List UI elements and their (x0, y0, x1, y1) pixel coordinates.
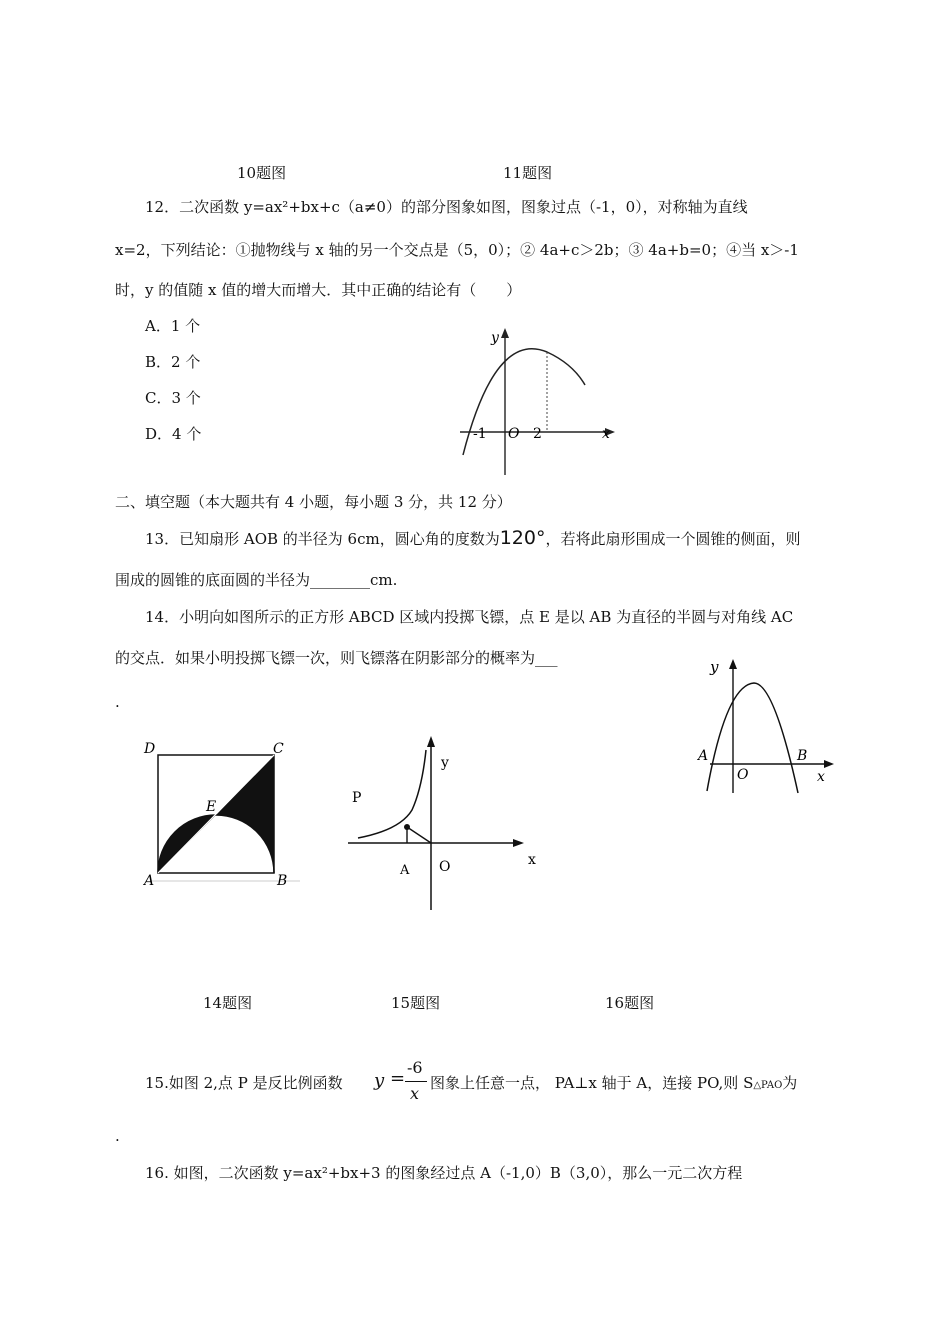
fig15-point-p (404, 824, 410, 830)
q15-subscript: △PAO (753, 1080, 783, 1091)
fig16-x-label: x (817, 769, 825, 785)
fig15-x-arrow (513, 839, 524, 847)
fig16-curve (707, 683, 798, 793)
q14-trailing-dot: . (115, 693, 120, 711)
fig16-o-label: O (737, 767, 749, 783)
caption-fig16: 16题图 (605, 994, 655, 1012)
q15-denominator: x (410, 1084, 420, 1103)
q12-option-b: B．2 个 (145, 353, 201, 371)
q12-origin-label: O (508, 426, 520, 442)
q12-line2: x=2，下列结论：①抛物线与 x 轴的另一个交点是（5，0）；② 4a+c＞2b；③ 4a+b=0；④当 x＞-1 (115, 241, 799, 259)
q12-x-label: x (602, 426, 610, 442)
q13-line2: 围成的圆锥的底面圆的半径为________cm. (115, 571, 398, 589)
fig14-square-diagram (140, 735, 300, 895)
q13-line1b: ，若将此扇形围成一个圆锥的侧面，则 (545, 530, 801, 548)
q12-line3: 时，y 的值随 x 值的增大而增大．其中正确的结论有（ ） (115, 281, 522, 299)
fig14-label-c: C (273, 741, 284, 757)
q16-line1: 16. 如图，二次函数 y=ax²+bx+3 的图象经过点 A（-1,0）B（3,0），那么一元二次方程 (145, 1164, 743, 1182)
fig15-y-arrow (427, 736, 435, 747)
q12-option-c: C．3 个 (145, 389, 201, 407)
caption-fig14: 14题图 (203, 994, 253, 1012)
q15-fraction-bar (405, 1081, 427, 1082)
q12-parabola-graph (455, 320, 625, 480)
fig15-o-label: O (439, 859, 451, 875)
q12-y-label: y (491, 330, 499, 346)
q15-end: 为 (782, 1074, 798, 1092)
q15-suffix (430, 1073, 797, 1096)
q14-line1: 14．小明向如图所示的正方形 ABCD 区域内投掷飞镖，点 E 是以 AB 为直径的半圆与对角线 AC (145, 608, 794, 626)
fig15-p-label: P (352, 790, 362, 806)
fig14-label-b: B (277, 873, 288, 889)
q13-angle: 120° (499, 527, 546, 549)
q15-prefix: 15.如图 2,点 P 是反比例函数 (145, 1074, 343, 1092)
fig16-y-label: y (710, 658, 719, 676)
fig15-curve (358, 750, 426, 838)
fig16-a-label: A (698, 748, 709, 764)
q15-func-y: y (374, 1070, 385, 1091)
fig15-y-label: y (441, 755, 449, 771)
q14-line2: 的交点．如果小明投掷飞镖一次，则飞镖落在阴影部分的概率为___ (115, 649, 558, 667)
caption-fig11: 11题图 (503, 164, 553, 182)
q15-numerator: -6 (407, 1058, 423, 1077)
fig14-shade-right (216, 755, 274, 873)
fig15-po-line (407, 827, 431, 843)
fig14-label-e: E (206, 799, 217, 815)
q12-option-a: A．1 个 (145, 317, 201, 335)
section2-heading: 二、填空题（本大题共有 4 小题，每小题 3 分，共 12 分） (115, 493, 512, 511)
fig16-y-arrow (729, 659, 737, 669)
fig16-parabola-diagram (700, 655, 850, 800)
q13-line1 (145, 528, 801, 549)
q15-trailing-dot: . (115, 1127, 120, 1145)
fig15-hyperbola-diagram (340, 730, 550, 915)
fig14-label-a: A (144, 873, 155, 889)
fig16-b-label: B (797, 748, 808, 764)
q15-suffix-text: 图象上任意一点， PA⊥x 轴于 A，连接 PO,则 S (430, 1074, 754, 1092)
q12-y-arrow (501, 328, 509, 338)
fig16-x-arrow (824, 760, 834, 768)
caption-fig15: 15题图 (391, 994, 441, 1012)
q15-equals: = (390, 1068, 406, 1089)
q12-two-label: 2 (533, 426, 542, 442)
q12-line1: 12．二次函数 y=ax²+bx+c（a≠0）的部分图象如图，图象过点（-1，0），对称轴为直线 (145, 198, 748, 216)
fig15-x-label: x (528, 852, 536, 868)
q12-neg1-label: -1 (473, 426, 487, 442)
fig15-a-label: A (400, 863, 410, 878)
fig14-label-d: D (144, 741, 156, 757)
caption-fig10: 10题图 (237, 164, 287, 182)
q13-line1a: 13．已知扇形 AOB 的半径为 6cm，圆心角的度数为 (145, 530, 500, 548)
q12-option-d: D．4 个 (145, 425, 202, 443)
